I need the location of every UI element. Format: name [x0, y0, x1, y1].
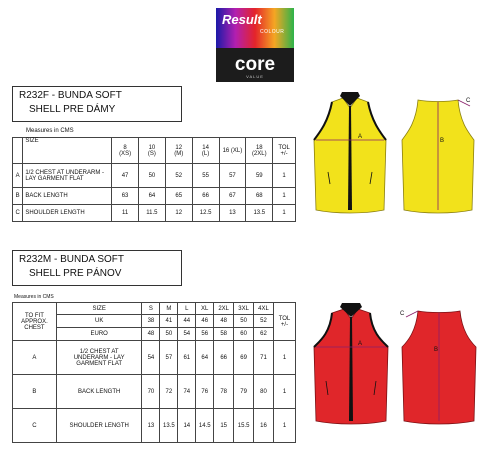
- table-cell: 11.5: [138, 205, 165, 222]
- tol-cell: 1: [273, 205, 296, 222]
- women-size-code: (2XL): [251, 150, 267, 157]
- row-label: BACK LENGTH: [23, 188, 112, 205]
- men-euro-label: EURO: [56, 328, 142, 341]
- men-measures-label: Measures in CMS: [14, 294, 54, 300]
- women-vest-back-diagram: [398, 92, 478, 214]
- table-cell: 13.5: [246, 205, 273, 222]
- men-tol-header: [273, 303, 295, 341]
- row-key: A: [13, 164, 23, 188]
- table-cell: 48: [214, 315, 234, 328]
- table-cell: 16: [254, 409, 274, 443]
- table-cell: 66: [192, 188, 219, 205]
- fit-line: TO FIT: [24, 312, 44, 319]
- women-size-code: (L): [201, 150, 210, 157]
- table-cell: 48: [142, 328, 160, 341]
- women-title-box: [12, 86, 182, 122]
- women-corner-cell: [13, 138, 23, 164]
- table-cell: 15: [214, 409, 234, 443]
- women-size-code: (XS): [119, 150, 132, 157]
- table-cell: 68: [246, 188, 273, 205]
- table-cell: 13: [142, 409, 160, 443]
- table-cell: 13.5: [160, 409, 178, 443]
- dimension-label-c: C: [466, 98, 471, 104]
- table-cell: 44: [178, 315, 196, 328]
- dimension-label-b: B: [434, 347, 439, 353]
- women-size-value: 14: [202, 144, 209, 151]
- table-cell: 72: [160, 375, 178, 409]
- women-size-cell: [165, 138, 192, 164]
- row-label: [56, 341, 142, 375]
- men-size-cell: 4XL: [254, 303, 274, 315]
- men-size-cell: M: [160, 303, 178, 315]
- row-label: SHOULDER LENGTH: [23, 205, 112, 222]
- table-cell: 69: [234, 341, 254, 375]
- women-vest-front-diagram: [310, 92, 390, 214]
- row-label: BACK LENGTH: [56, 375, 142, 409]
- row-key: A: [13, 341, 57, 375]
- table-cell: 41: [160, 315, 178, 328]
- table-cell: 63: [112, 188, 139, 205]
- table-cell: 50: [160, 328, 178, 341]
- men-size-cell: 3XL: [234, 303, 254, 315]
- row-label-line: GARMENT FLAT: [76, 360, 123, 367]
- table-cell: 14: [178, 409, 196, 443]
- women-size-value: 12: [175, 144, 183, 151]
- row-label-line: UNDERARM - LAY: [73, 354, 125, 361]
- row-key: C: [13, 205, 23, 222]
- women-size-cell: [112, 138, 139, 164]
- fit-line: CHEST: [24, 324, 45, 331]
- table-cell: 50: [138, 164, 165, 188]
- row-label: SHOULDER LENGTH: [56, 409, 142, 443]
- table-cell: 52: [254, 315, 274, 328]
- table-cell: 15.5: [234, 409, 254, 443]
- tol-cell: 1: [273, 409, 295, 443]
- women-size-value: 16 (XL): [222, 147, 243, 154]
- men-fit-label: [13, 303, 57, 341]
- tol-sign: +/-: [280, 321, 289, 328]
- table-cell: 61: [178, 341, 196, 375]
- table-cell: 11: [112, 205, 139, 222]
- women-size-cell: [219, 138, 246, 164]
- men-title-line1: R232M - BUNDA SOFT: [19, 254, 125, 265]
- men-size-cell: L: [178, 303, 196, 315]
- table-cell: 56: [196, 328, 214, 341]
- men-size-row: [13, 303, 296, 315]
- dimension-label-a: A: [358, 134, 363, 140]
- tol-label: TOL: [278, 144, 290, 151]
- table-cell: 50: [234, 315, 254, 328]
- row-key: B: [13, 375, 57, 409]
- tol-cell: 1: [273, 375, 295, 409]
- table-row: [13, 205, 296, 222]
- row-label-line: 1/2 CHEST AT UNDERARM -: [25, 169, 105, 176]
- women-size-cell: [246, 138, 273, 164]
- men-title-box: [12, 250, 182, 286]
- table-row: [13, 341, 296, 375]
- table-cell: 59: [246, 164, 273, 188]
- table-cell: 64: [138, 188, 165, 205]
- table-row: [13, 188, 296, 205]
- dimension-label-c: C: [400, 311, 405, 317]
- table-row: [13, 409, 296, 443]
- tol-cell: 1: [273, 164, 296, 188]
- women-title-line2: SHELL PRE DÁMY: [29, 104, 116, 115]
- table-cell: 70: [142, 375, 160, 409]
- table-cell: 54: [178, 328, 196, 341]
- women-measures-label: Measures in CMS: [26, 128, 74, 134]
- women-header-row: [13, 138, 296, 164]
- women-title-line1: R232F - BUNDA SOFT: [19, 90, 122, 101]
- row-label: [23, 164, 112, 188]
- table-cell: 14.5: [196, 409, 214, 443]
- row-key: C: [13, 409, 57, 443]
- logo-core-panel: [216, 48, 294, 82]
- logo-result-text: Result: [222, 12, 262, 27]
- table-cell: 80: [254, 375, 274, 409]
- women-size-value: 8: [123, 144, 127, 151]
- row-key: B: [13, 188, 23, 205]
- women-size-table: [12, 137, 296, 222]
- men-uk-label: UK: [56, 315, 142, 328]
- table-cell: 78: [214, 375, 234, 409]
- women-size-code: (M): [174, 150, 184, 157]
- dimension-label-b: B: [440, 138, 445, 144]
- table-cell: 65: [165, 188, 192, 205]
- fit-line: APPROX.: [21, 318, 48, 325]
- table-cell: 46: [196, 315, 214, 328]
- table-row: [13, 164, 296, 188]
- table-cell: 12.5: [192, 205, 219, 222]
- table-cell: 38: [142, 315, 160, 328]
- dimension-label-a: A: [358, 341, 363, 347]
- dimension-line-c: [406, 311, 418, 317]
- men-size-table: [12, 302, 296, 443]
- result-core-logo: [216, 8, 294, 82]
- table-cell: 64: [196, 341, 214, 375]
- women-tol-header: [273, 138, 296, 164]
- logo-core-text: core: [234, 54, 276, 75]
- row-label-line: LAY GARMENT FLAT: [25, 175, 84, 182]
- table-row: [13, 375, 296, 409]
- men-size-cell: S: [142, 303, 160, 315]
- table-cell: 57: [219, 164, 246, 188]
- logo-colour-text: COLOUR: [260, 29, 285, 35]
- table-cell: 13: [219, 205, 246, 222]
- table-cell: 58: [214, 328, 234, 341]
- tol-label: TOL: [278, 315, 291, 322]
- tol-cell: 1: [273, 188, 296, 205]
- row-label-line: 1/2 CHEST AT: [79, 348, 119, 355]
- tol-cell: 1: [273, 341, 295, 375]
- table-cell: 54: [142, 341, 160, 375]
- men-size-cell: XL: [196, 303, 214, 315]
- table-cell: 47: [112, 164, 139, 188]
- women-size-code: (S): [147, 150, 156, 157]
- men-vest-front-diagram: [310, 303, 392, 425]
- table-cell: 71: [254, 341, 274, 375]
- men-size-label: SIZE: [56, 303, 142, 315]
- women-size-value: 18: [255, 144, 263, 151]
- table-cell: 67: [219, 188, 246, 205]
- table-cell: 57: [160, 341, 178, 375]
- women-size-cell: [192, 138, 219, 164]
- table-cell: 79: [234, 375, 254, 409]
- table-cell: 55: [192, 164, 219, 188]
- table-cell: 12: [165, 205, 192, 222]
- table-cell: 74: [178, 375, 196, 409]
- tol-sign: +/-: [280, 150, 288, 157]
- table-cell: 62: [254, 328, 274, 341]
- women-size-value: 10: [148, 144, 156, 151]
- logo-value-text: VALUE: [246, 74, 264, 79]
- table-cell: 60: [234, 328, 254, 341]
- women-size-label: SIZE: [23, 138, 112, 164]
- table-cell: 66: [214, 341, 234, 375]
- table-cell: 52: [165, 164, 192, 188]
- men-vest-back-diagram: [398, 303, 480, 425]
- men-title-line2: SHELL PRE PÁNOV: [29, 268, 122, 279]
- women-size-cell: [138, 138, 165, 164]
- men-size-cell: 2XL: [214, 303, 234, 315]
- table-cell: 76: [196, 375, 214, 409]
